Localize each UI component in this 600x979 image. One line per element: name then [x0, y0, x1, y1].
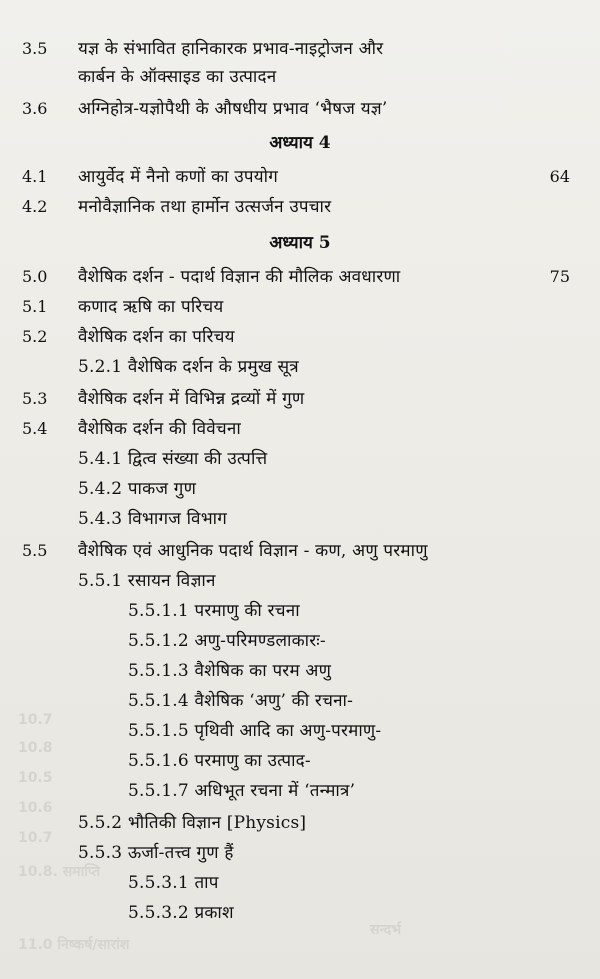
toc-subsubentry-text: 5.5.1.6 परमाणु का उत्पाद-	[128, 751, 311, 771]
toc-entry-text: कणाद ऋषि का परिचय	[78, 297, 224, 317]
bleed-text: 10.8	[18, 740, 53, 756]
toc-number: 4.2	[22, 197, 48, 216]
toc-number: 5.3	[22, 389, 48, 408]
toc-entry-text: वैशेषिक एवं आधुनिक पदार्थ विज्ञान - कण, अणु परमाणु	[78, 541, 428, 561]
chapter-heading: अध्याय 4	[269, 133, 331, 153]
toc-subsubentry-text: 5.5.1.4 वैशेषिक ‘अणु’ की रचना-	[128, 691, 354, 711]
toc-number: 5.5	[22, 541, 48, 560]
toc-entry-text: कार्बन के ऑक्साइड का उत्पादन	[78, 67, 277, 87]
bleed-text: 10.6	[18, 800, 53, 816]
toc-subsubentry-text: 5.5.3.2 प्रकाश	[128, 903, 234, 923]
toc-number: 5.2	[22, 327, 48, 346]
bleed-text: 11.0 निष्कर्ष/सारांश	[18, 937, 130, 953]
toc-subsubentry-text: 5.5.3.1 ताप	[128, 873, 219, 893]
toc-entry-text: अग्निहोत्र-यज्ञोपैथी के औषधीय प्रभाव ‘भैषज यज्ञ’	[78, 99, 388, 119]
bleed-text: सन्दर्भ	[370, 922, 402, 938]
toc-subsubentry-text: 5.5.1.3 वैशेषिक का परम अणु	[128, 661, 332, 681]
toc-subentry-text: 5.5.1 रसायन विज्ञान	[78, 571, 216, 591]
toc-number: 5.4	[22, 419, 48, 438]
toc-entry-text: यज्ञ के संभावित हानिकारक प्रभाव-नाइट्रोजन और	[78, 39, 384, 59]
bleed-text: 10.7	[18, 830, 53, 846]
toc-subsubentry-text: 5.5.1.7 अधिभूत रचना में ‘तन्मात्र’	[128, 781, 356, 801]
toc-page-number: 75	[549, 267, 570, 286]
toc-number: 5.1	[22, 297, 48, 316]
toc-subentry-text: 5.4.1 द्वित्व संख्या की उत्पत्ति	[78, 449, 268, 469]
toc-number: 5.0	[22, 267, 48, 286]
toc-entry-text: वैशेषिक दर्शन की विवेचना	[78, 419, 241, 439]
toc-page-number: 64	[549, 167, 570, 186]
toc-subentry-text: 5.4.2 पाकज गुण	[78, 479, 197, 499]
toc-entry-text: आयुर्वेद में नैनो कणों का उपयोग	[78, 167, 278, 187]
toc-subentry-text: 5.4.3 विभागज विभाग	[78, 509, 228, 529]
toc-entry-text: वैशेषिक दर्शन - पदार्थ विज्ञान की मौलिक अवधारणा	[78, 267, 401, 287]
bleed-text: 10.7	[18, 712, 53, 728]
toc-subsubentry-text: 5.5.1.1 परमाणु की रचना	[128, 601, 300, 621]
toc-subsubentry-text: 5.5.1.5 पृथिवी आदि का अणु-परमाणु-	[128, 721, 382, 741]
toc-number: 4.1	[22, 167, 48, 186]
toc-subsubentry-text: 5.5.1.2 अणु-परिमण्डलाकारः-	[128, 631, 326, 651]
bleed-text: 10.8. समाप्ति	[18, 864, 101, 880]
toc-number: 3.6	[22, 99, 48, 118]
toc-subentry-text: 5.5.3 ऊर्जा-तत्त्व गुण हैं	[78, 843, 234, 863]
toc-entry-text: मनोवैज्ञानिक तथा हार्मोन उत्सर्जन उपचार	[78, 197, 332, 217]
toc-subentry-text: 5.5.2 भौतिकी विज्ञान [Physics]	[78, 813, 307, 833]
chapter-heading: अध्याय 5	[269, 233, 331, 253]
bleed-text: 10.5	[18, 770, 53, 786]
toc-entry-text: वैशेषिक दर्शन में विभिन्न द्रव्यों में गुण	[78, 389, 305, 409]
toc-number: 3.5	[22, 39, 48, 58]
toc-entry-text: वैशेषिक दर्शन का परिचय	[78, 327, 235, 347]
toc-subentry-text: 5.2.1 वैशेषिक दर्शन के प्रमुख सूत्र	[78, 357, 299, 377]
